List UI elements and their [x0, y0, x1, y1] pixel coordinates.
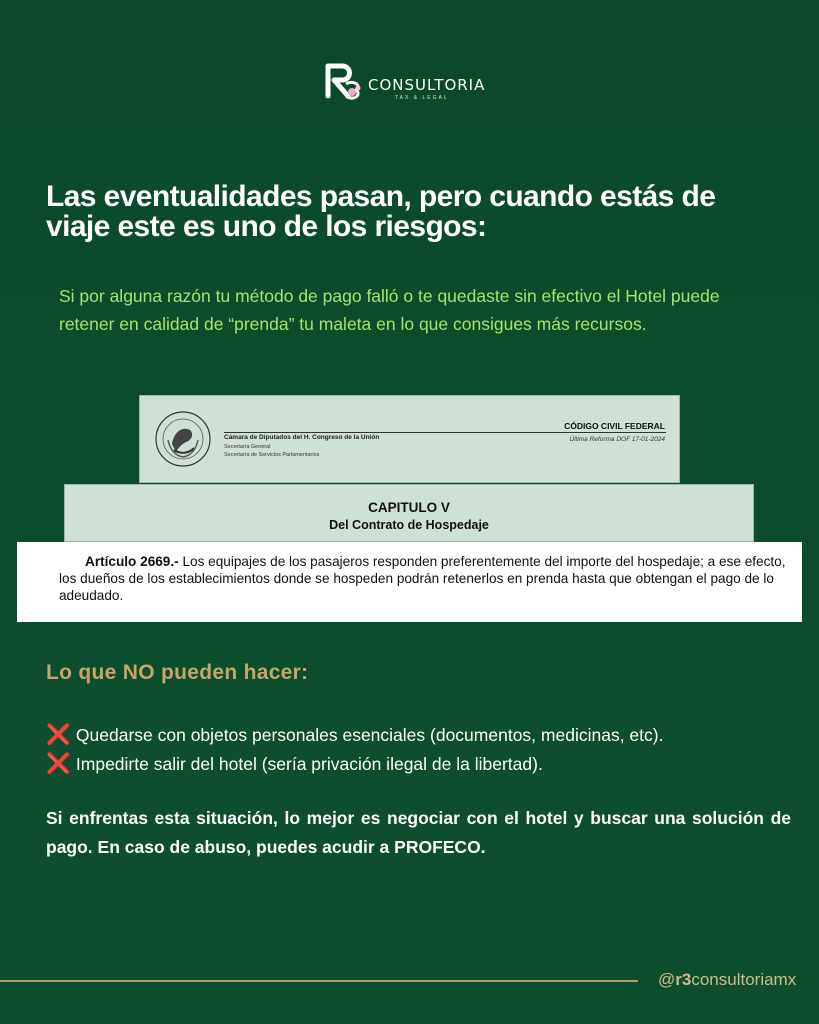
social-handle — [658, 970, 796, 990]
intro-paragraph: Si por alguna razón tu método de pago falló o te quedaste sin efectivo el Hotel puede retener en calidad de “prenda” tu maleta en lo que consigues más recursos. — [59, 286, 720, 334]
handle-bold: r3 — [675, 970, 692, 989]
mexican-seal-icon — [154, 410, 212, 468]
secretariat-name: Secretaría General — [224, 444, 271, 450]
brand-logo — [322, 56, 502, 106]
article-text — [59, 553, 788, 604]
brand-tagline: TAX & LEGAL — [395, 95, 449, 101]
cross-mark-icon: ❌ — [46, 753, 71, 775]
code-title: CÓDIGO CIVIL FEDERAL — [564, 421, 665, 431]
cannot-do-title: Lo que NO pueden hacer: — [46, 661, 309, 684]
closing-paragraph: Si enfrentas esta situación, lo mejor es negociar con el hotel y buscar una solución de pago. En caso de abuso, puedes acudir a PROFECO. — [46, 808, 791, 857]
last-reform-date: Última Reforma DOF 17-01-2024 — [569, 436, 665, 443]
handle-prefix: @ — [658, 970, 676, 989]
list-item-text: Quedarse con objetos personales esenciales (documentos, medicinas, etc). — [75, 725, 664, 745]
footer-divider — [0, 980, 638, 982]
law-document-header — [139, 395, 680, 483]
list-item — [46, 751, 543, 776]
list-item — [46, 722, 663, 747]
services-name: Secretaría de Servicios Parlamentarios — [224, 452, 320, 458]
chamber-name: Cámara de Diputados del H. Congreso de la Unión — [224, 434, 380, 441]
article-box — [17, 542, 802, 622]
brand-name: CONSULTORIA — [368, 76, 486, 94]
cross-mark-icon: ❌ — [46, 724, 71, 746]
list-item-text: Impedirte salir del hotel (sería privación ilegal de la libertad). — [75, 754, 543, 774]
r3-logo-icon — [322, 58, 366, 102]
chapter-banner — [64, 484, 754, 542]
headline: Las eventualidades pasan, pero cuando estás de viaje este es uno de los riesgos: — [46, 180, 716, 243]
handle-rest: consultoriamx — [691, 970, 797, 989]
chapter-number: CAPITULO V — [368, 500, 450, 515]
chapter-name: Del Contrato de Hospedaje — [329, 518, 489, 532]
article-body: Los equipajes de los pasajeros responden preferentemente del importe del hospedaje; a ese efecto, los dueños de los establecimientos donde se hospeden podrán retenerlos en prenda hasta que obtengan el pago de lo adeudado. — [59, 554, 786, 603]
header-divider — [224, 432, 666, 433]
article-label: Artículo 2669.- — [85, 554, 179, 569]
